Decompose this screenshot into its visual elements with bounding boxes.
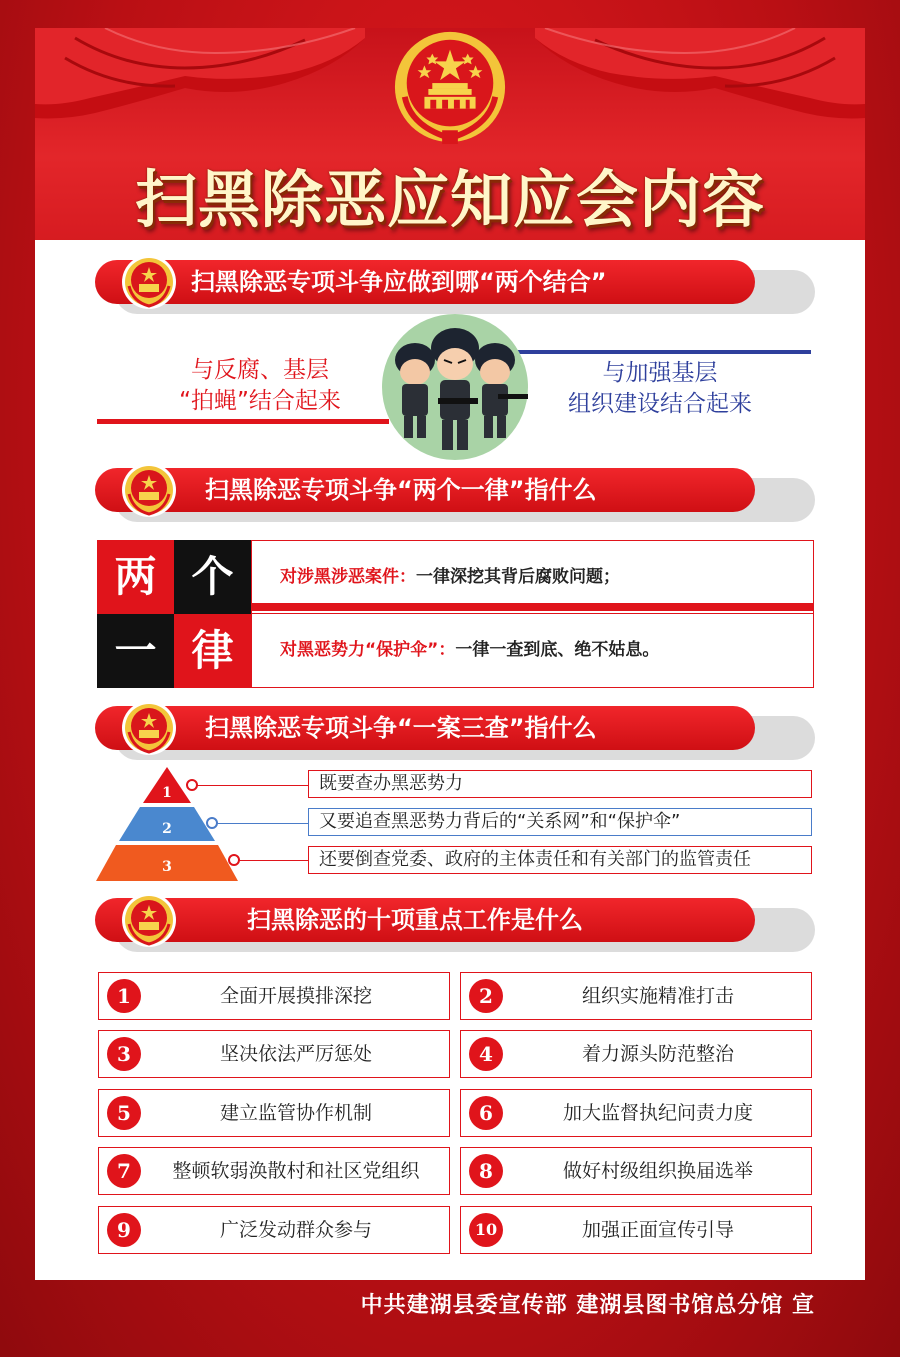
task-label: 加大监督执纪问责力度 [562,1102,753,1124]
task-number: 8 [469,1154,503,1188]
connector-dot [228,854,240,866]
emblem-icon [121,254,177,310]
always-label: 对涉黑涉恶案件： [280,567,416,587]
task-item [460,1147,812,1195]
publisher-credit: 中共建湖县委宣传部 建湖县图书馆总分馆 宣 [360,1293,815,1318]
section4-header [95,898,815,950]
char-cell: 律 [174,614,251,688]
poster-title: 扫黑除恶应知应会内容 [134,163,765,236]
task-number: 9 [107,1213,141,1247]
section-heading: 扫黑除恶专项斗争“一案三查”指什么 [205,714,597,742]
emblem-icon [121,892,177,948]
task-label: 加强正面宣传引导 [581,1219,734,1241]
level-number: 3 [162,859,172,875]
task-label: 整顿软弱涣散村和社区党组织 [172,1160,420,1182]
connector-dot [206,817,218,829]
level-number: 2 [162,821,172,837]
combination-right [545,358,775,420]
task-number: 2 [469,979,503,1013]
check-item-1: 既要查办黑恶势力 [308,770,812,798]
combination-left [140,355,380,417]
connector-line [196,785,309,786]
combination-left-line2: “拍蝇”结合起来 [179,388,341,414]
pyramid-diagram [95,765,240,883]
task-item [460,1030,812,1078]
task-label: 全面开展摸排深挖 [219,985,372,1007]
section-heading: 扫黑除恶专项斗争“两个一律”指什么 [205,476,597,504]
always-value: 一律深挖其背后腐败问题； [416,567,620,587]
left-curtain [35,28,365,123]
task-item [98,972,450,1020]
task-number: 4 [469,1037,503,1071]
police-officers-illustration [380,312,530,462]
red-divider-line [97,419,389,424]
task-item [460,972,812,1020]
level-number: 1 [162,785,172,801]
check-item-2: 又要追查黑恶势力背后的“关系网”和“保护伞” [308,808,812,836]
task-number: 5 [107,1096,141,1130]
task-label: 广泛发动群众参与 [219,1219,372,1241]
task-item [98,1206,450,1254]
emblem-icon [121,700,177,756]
combination-left-line1: 与反腐、基层 [191,357,329,383]
task-label: 着力源头防范整治 [581,1043,734,1065]
task-label: 组织实施精准打击 [581,985,734,1007]
right-curtain [535,28,865,123]
task-label: 做好村级组织换届选举 [562,1160,753,1182]
always-label: 对黑恶势力“保护伞”： [280,640,456,660]
emblem-icon [121,462,177,518]
two-always-block [97,540,251,688]
char-cell: 两 [97,540,174,614]
section3-header [95,706,815,758]
task-label: 建立监管协作机制 [219,1102,372,1124]
combination-right-line2: 组织建设结合起来 [568,391,752,417]
char-cell: 个 [174,540,251,614]
task-item [98,1089,450,1137]
always-row-text [280,614,659,686]
task-number: 10 [469,1213,503,1247]
national-emblem-icon [391,28,509,146]
task-number: 6 [469,1096,503,1130]
connector-dot [186,779,198,791]
blue-divider-line [515,350,811,354]
task-item [98,1030,450,1078]
section2-header [95,468,815,520]
section1-header [95,260,815,312]
task-number: 7 [107,1154,141,1188]
task-number: 3 [107,1037,141,1071]
task-number: 1 [107,979,141,1013]
section-heading: 扫黑除恶的十项重点工作是什么 [247,906,583,934]
section-heading: 扫黑除恶专项斗争应做到哪“两个结合” [191,268,607,296]
task-item [460,1206,812,1254]
task-label: 坚决依法严厉惩处 [219,1043,372,1065]
combination-right-line1: 与加强基层 [602,360,718,386]
connector-line [236,860,309,861]
red-separator [251,603,814,611]
connector-line [216,823,309,824]
always-row-2 [251,613,814,688]
task-item [98,1147,450,1195]
char-cell: 一 [97,614,174,688]
check-item-3: 还要倒查党委、政府的主体责任和有关部门的监管责任 [308,846,812,874]
always-value: 一律一查到底、绝不姑息。 [455,640,660,660]
task-item [460,1089,812,1137]
